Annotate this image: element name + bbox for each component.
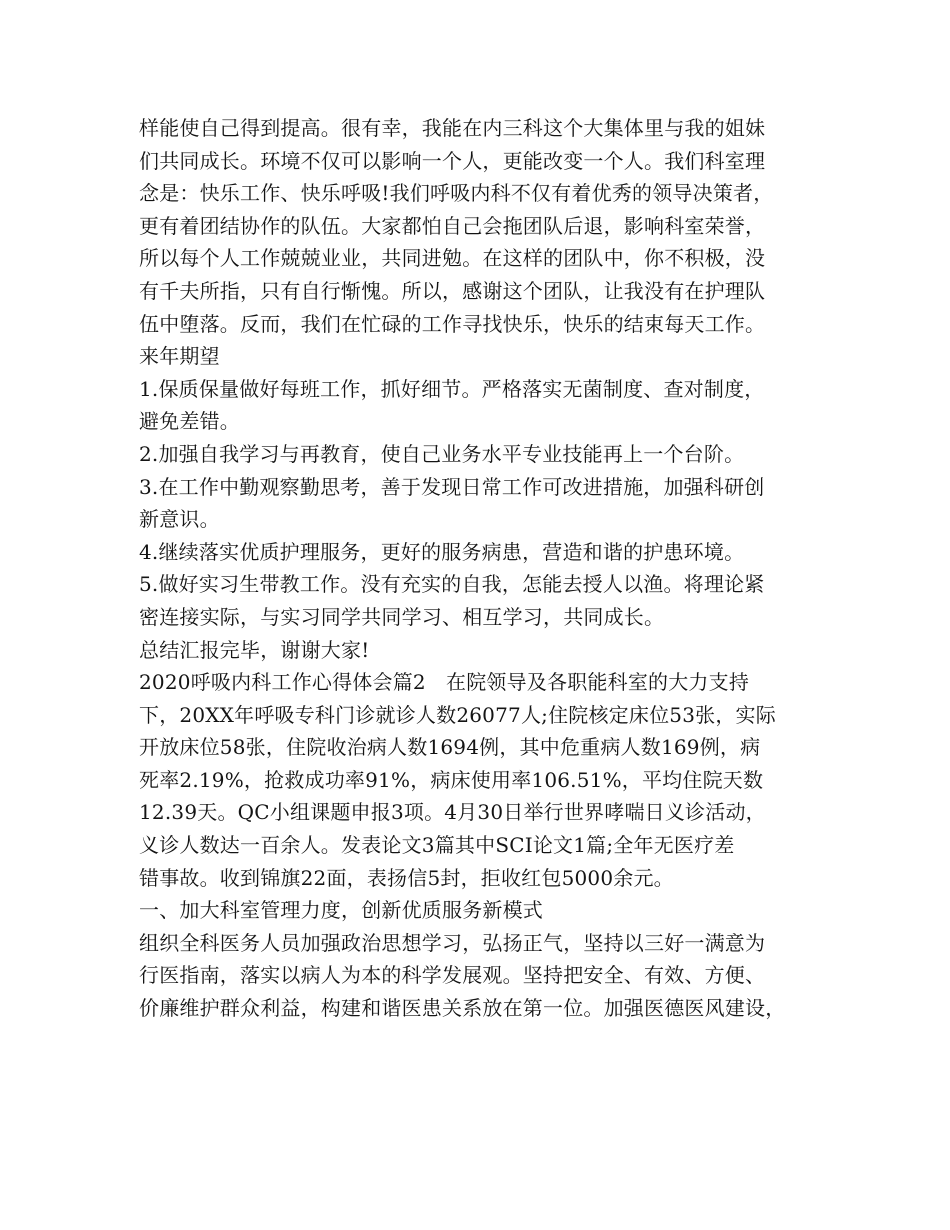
closing-line: 总结汇报完毕，谢谢大家! xyxy=(139,637,370,662)
text-line: 死率2.19%，抢救成功率91%，病床使用率106.51%，平均住院天数 xyxy=(139,767,764,792)
list-item-3-continued: 新意识。 xyxy=(139,507,220,532)
list-item-2: 2.加强自我学习与再教育，使自己业务水平专业技能再上一个台阶。 xyxy=(139,441,745,466)
list-item-1: 1.保质保量做好每班工作，抓好细节。严格落实无菌制度、查对制度， xyxy=(139,376,765,401)
text-line: 念是：快乐工作、快乐呼吸!我们呼吸内科不仅有着优秀的领导决策者， xyxy=(139,181,774,206)
text-line: 更有着团结协作的队伍。大家都怕自己会拖团队后退，影响科室荣誉， xyxy=(139,213,766,238)
section-heading-management: 一、加大科室管理力度，创新优质服务新模式 xyxy=(139,898,543,923)
text-line: 样能使自己得到提高。很有幸，我能在内三科这个大集体里与我的姐妹 xyxy=(139,116,766,140)
list-item-3: 3.在工作中勤观察勤思考，善于发现日常工作可改进措施，加强科研创 xyxy=(139,474,765,499)
article-2-title-line: 2020呼吸内科工作心得体会篇2 在院领导及各职能科室的大力支持 xyxy=(139,670,750,695)
text-line: 伍中堕落。反而，我们在忙碌的工作寻找快乐，快乐的结束每天工作。 xyxy=(139,311,766,336)
text-line: 组织全科医务人员加强政治思想学习，弘扬正气，坚持以三好一满意为 xyxy=(139,930,766,955)
text-line: 12.39天。QC小组课题申报3项。4月30日举行世界哮喘日义诊活动， xyxy=(139,800,766,825)
text-line: 们共同成长。环境不仅可以影响一个人，更能改变一个人。我们科室理 xyxy=(139,148,766,173)
text-line: 行医指南，落实以病人为本的科学发展观。坚持把安全、有效、方便、 xyxy=(139,963,766,988)
text-line: 有千夫所指，只有自行惭愧。所以，感谢这个团队，让我没有在护理队 xyxy=(139,278,766,303)
list-item-4: 4.继续落实优质护理服务，更好的服务病患，营造和谐的护患环境。 xyxy=(139,539,745,564)
text-line: 义诊人数达一百余人。发表论文3篇其中SCI论文1篇;全年无医疗差 xyxy=(139,833,735,858)
list-item-5: 5.做好实习生带教工作。没有充实的自我，怎能去授人以渔。将理论紧 xyxy=(139,572,765,597)
document-body xyxy=(139,112,839,1025)
text-line: 价廉维护群众利益，构建和谐医患关系放在第一位。加强医德医风建设， xyxy=(139,996,786,1021)
list-item-1-continued: 避免差错。 xyxy=(139,409,240,434)
text-line: 开放床位58张，住院收治病人数1694例，其中危重病人数169例，病 xyxy=(139,735,761,760)
section-heading-expectations: 来年期望 xyxy=(139,344,220,369)
text-line: 所以每个人工作兢兢业业，共同进勉。在这样的团队中，你不积极，没 xyxy=(139,246,766,271)
text-line: 下，20XX年呼吸专科门诊就诊人数26077人;住院核定床位53张，实际 xyxy=(139,702,776,727)
text-line: 错事故。收到锦旗22面，表扬信5封，拒收红包5000余元。 xyxy=(139,865,674,890)
list-item-5-continued: 密连接实际，与实习同学共同学习、相互学习，共同成长。 xyxy=(139,604,665,629)
